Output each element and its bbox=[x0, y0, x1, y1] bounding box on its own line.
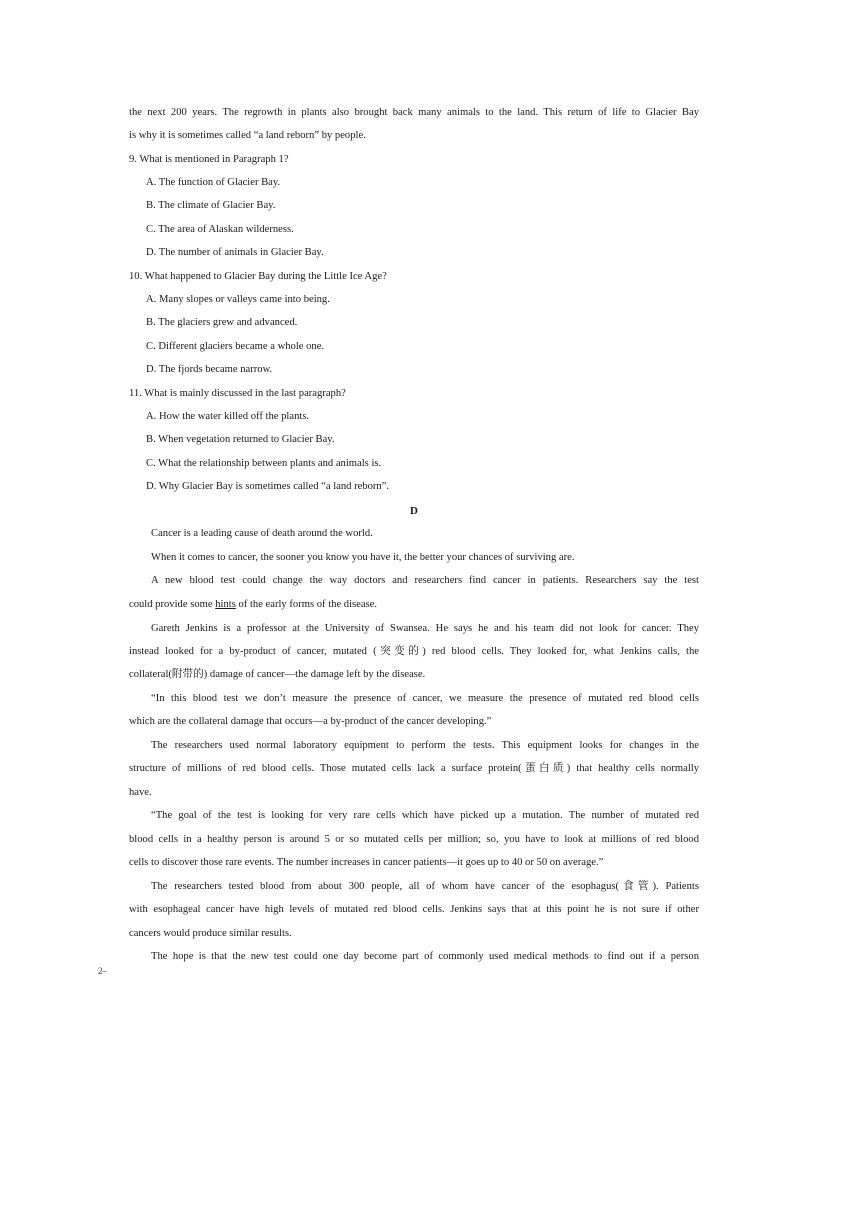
option-d: D. The fjords became narrow. bbox=[146, 364, 273, 375]
option-c: C. The area of Alaskan wilderness. bbox=[146, 224, 294, 235]
paragraph-line: structure of millions of red blood cells. Those mutated cells lack a surface protein(蛋白质) that healthy cells normally bbox=[129, 763, 699, 774]
question-stem: 11. What is mainly discussed in the last paragraph? bbox=[129, 388, 346, 399]
option-b: B. The climate of Glacier Bay. bbox=[146, 200, 276, 211]
paragraph-line: The hope is that the new test could one day become part of commonly used medical methods to find out if a person bbox=[151, 951, 699, 962]
option-a: A. How the water killed off the plants. bbox=[146, 411, 310, 422]
paragraph-line: which are the collateral damage that occurs—a by-product of the cancer developing.” bbox=[129, 716, 492, 727]
paragraph-line bbox=[129, 598, 699, 612]
question-stem: 9. What is mentioned in Paragraph 1? bbox=[129, 154, 289, 165]
paragraph-line: instead looked for a by-product of cancer, mutated (突变的) red blood cells. They looked for, what Jenkins calls, the bbox=[129, 646, 699, 657]
paragraph-line: The researchers used normal laboratory equipment to perform the tests. This equipment looks for changes in the bbox=[151, 740, 699, 751]
option-d: D. Why Glacier Bay is sometimes called “a land reborn”. bbox=[146, 481, 390, 492]
option-a: A. Many slopes or valleys came into being. bbox=[146, 294, 330, 305]
text-run: of the early forms of the disease. bbox=[235, 599, 378, 610]
paragraph-line: A new blood test could change the way doctors and researchers find cancer in patients. Researchers say the test bbox=[151, 575, 699, 586]
paragraph-line: When it comes to cancer, the sooner you know you have it, the better your chances of surviving are. bbox=[151, 552, 575, 563]
option-c: C. Different glaciers became a whole one. bbox=[146, 341, 325, 352]
section-heading: D bbox=[410, 505, 418, 517]
paragraph-line: “The goal of the test is looking for very rare cells which have picked up a mutation. The number of mutated red bbox=[151, 810, 699, 821]
paragraph-line: have. bbox=[129, 787, 152, 798]
paragraph-line: cells to discover those rare events. The number increases in cancer patients—it goes up to 40 or 50 on average.” bbox=[129, 857, 604, 868]
text-run: could provide some bbox=[129, 599, 216, 610]
paragraph-line: collateral(附带的) damage of cancer—the damage left by the disease. bbox=[129, 669, 426, 680]
underlined-word: hints bbox=[215, 599, 236, 610]
paragraph-line: Gareth Jenkins is a professor at the University of Swansea. He says he and his team did not look for cancer. They bbox=[151, 623, 699, 634]
paragraph-line: cancers would produce similar results. bbox=[129, 928, 292, 939]
paragraph-line: Cancer is a leading cause of death around the world. bbox=[151, 528, 373, 539]
option-d: D. The number of animals in Glacier Bay. bbox=[146, 247, 324, 258]
question-stem: 10. What happened to Glacier Bay during the Little Ice Age? bbox=[129, 271, 387, 282]
continuation-line: is why it is sometimes called “a land reborn” by people. bbox=[129, 130, 366, 141]
paragraph-line: blood cells in a healthy person is around 5 or so mutated cells per million; so, you have to look at millions of red blood bbox=[129, 834, 699, 845]
paragraph-line: “In this blood test we don’t measure the presence of cancer, we measure the presence of mutated red blood cells bbox=[151, 693, 699, 704]
option-c: C. What the relationship between plants and animals is. bbox=[146, 458, 382, 469]
option-b: B. The glaciers grew and advanced. bbox=[146, 317, 298, 328]
continuation-line: the next 200 years. The regrowth in plants also brought back many animals to the land. This return of life to Glacier Bay bbox=[129, 107, 699, 118]
option-a: A. The function of Glacier Bay. bbox=[146, 177, 281, 188]
paragraph-line: with esophageal cancer have high levels of mutated red blood cells. Jenkins says that at this point he is not sure if other bbox=[129, 904, 699, 915]
option-b: B. When vegetation returned to Glacier Bay. bbox=[146, 434, 335, 445]
paragraph-line: The researchers tested blood from about 300 people, all of whom have cancer of the esophagus(食管). Patients bbox=[151, 881, 699, 892]
page-number: 2– bbox=[98, 966, 107, 976]
